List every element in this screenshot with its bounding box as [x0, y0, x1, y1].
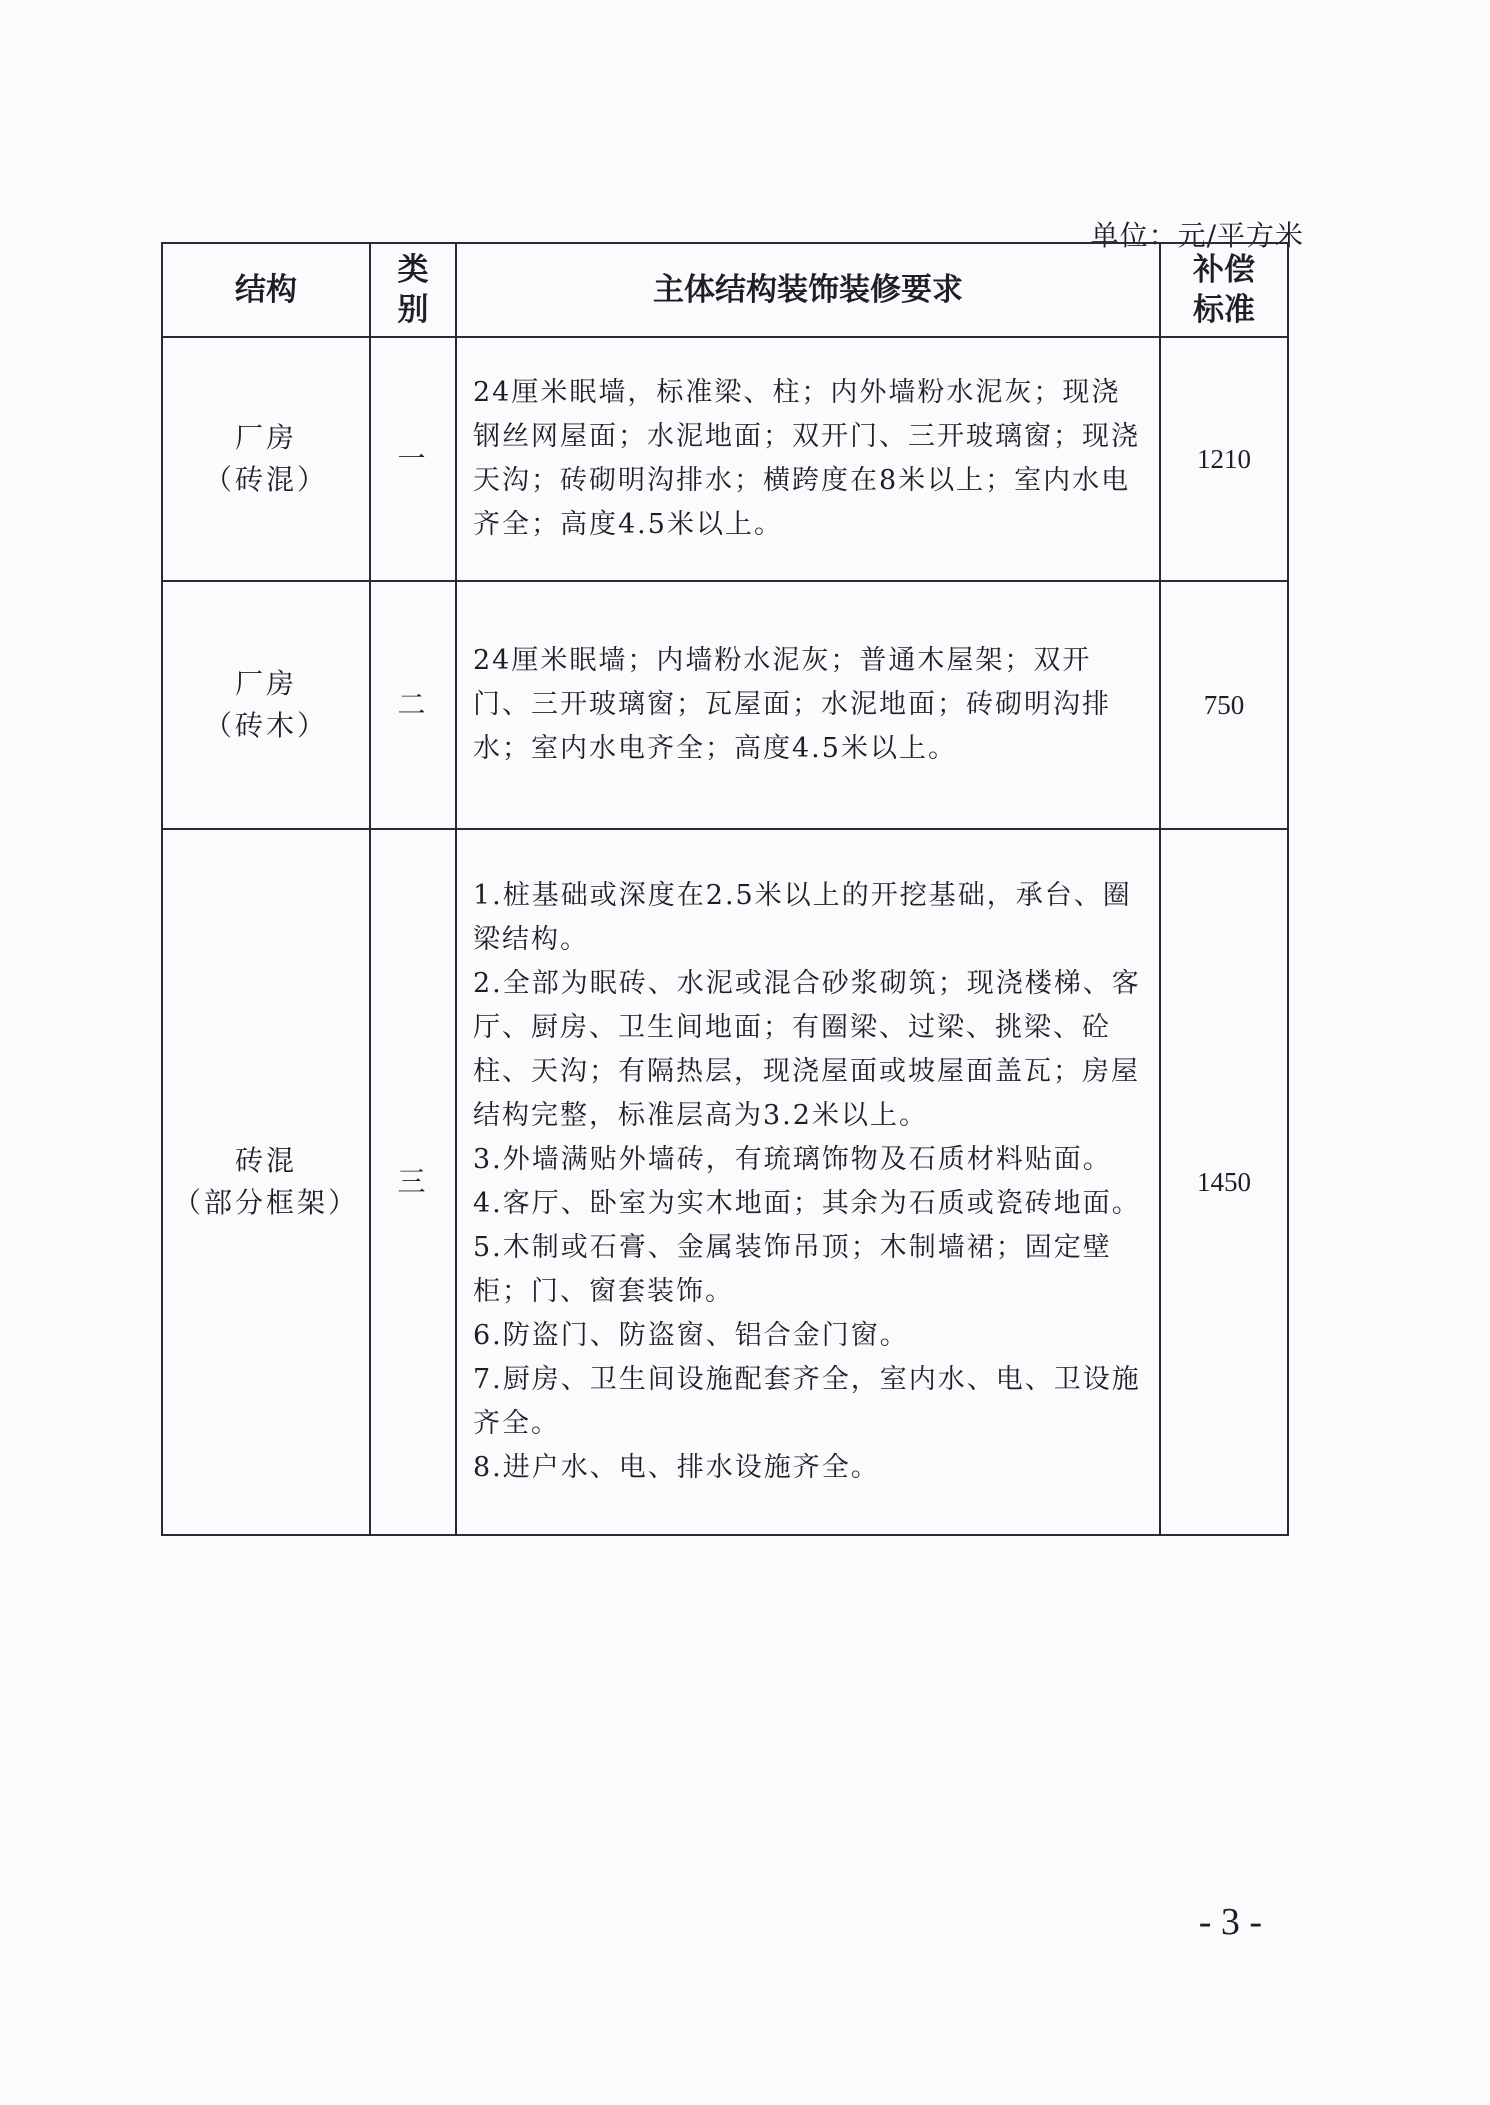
- structure-type: （部分框架）: [172, 1186, 359, 1219]
- category-cell: 二: [370, 581, 456, 829]
- requirement-text: 24厘米眠墙；内墙粉水泥灰；普通木屋架；双开门、三开玻璃窗；瓦屋面；水泥地面；砖砌明沟排水；室内水电齐全；高度4.5米以上。: [473, 645, 1111, 764]
- requirement-item-4: 4.客厅、卧室为实木地面；其余为石质或瓷砖地面。: [473, 1188, 1141, 1219]
- table-header-row: [162, 243, 1288, 337]
- requirement-item-6: 6.防盗门、防盗窗、铝合金门窗。: [473, 1320, 909, 1351]
- structure-cell: [162, 337, 370, 581]
- header-structure: 结构: [162, 243, 370, 337]
- table-row: [162, 581, 1288, 829]
- requirement-item-7: 7.厨房、卫生间设施配套齐全，室内水、电、卫设施齐全。: [473, 1364, 1141, 1439]
- header-standard: 补偿标准: [1160, 243, 1288, 337]
- requirements-cell: [456, 581, 1160, 829]
- requirement-text: 24厘米眠墙，标准梁、柱；内外墙粉水泥灰；现浇钢丝网屋面；水泥地面；双开门、三开玻璃窗；现浇天沟；砖砌明沟排水；横跨度在8米以上；室内水电齐全；高度4.5米以上。: [473, 377, 1140, 540]
- structure-cell: [162, 581, 370, 829]
- category-cell: 三: [370, 829, 456, 1535]
- table-row: [162, 829, 1288, 1535]
- requirement-item-8: 8.进户水、电、排水设施齐全。: [473, 1452, 880, 1483]
- header-requirements: 主体结构装饰装修要求: [456, 243, 1160, 337]
- structure-type: （砖混）: [203, 463, 328, 496]
- requirement-item-3: 3.外墙满贴外墙砖，有琉璃饰物及石质材料贴面。: [473, 1144, 1112, 1175]
- structure-cell: [162, 829, 370, 1535]
- standard-cell: 1450: [1160, 829, 1288, 1535]
- requirement-item-1: 1.桩基础或深度在2.5米以上的开挖基础，承台、圈梁结构。: [473, 880, 1132, 955]
- requirements-cell: [456, 829, 1160, 1535]
- structure-name: 砖混: [234, 1144, 297, 1177]
- structure-name: 厂房: [234, 667, 297, 700]
- table-row: [162, 337, 1288, 581]
- unit-label: 单位：元/平方米: [1090, 219, 1304, 252]
- requirement-item-2: 2.全部为眠砖、水泥或混合砂浆砌筑；现浇楼梯、客厅、厨房、卫生间地面；有圈梁、过梁、挑梁、砼柱、天沟；有隔热层，现浇屋面或坡屋面盖瓦；房屋结构完整，标准层高为3.2米以上。: [473, 968, 1141, 1131]
- standard-cell: 1210: [1160, 337, 1288, 581]
- page-number: - 3 -: [1198, 1901, 1262, 1943]
- standard-cell: 750: [1160, 581, 1288, 829]
- requirements-cell: [456, 337, 1160, 581]
- header-category: 类别: [370, 243, 456, 337]
- compensation-table: [161, 242, 1287, 1536]
- requirement-item-5: 5.木制或石膏、金属装饰吊顶；木制墙裙；固定壁柜；门、窗套装饰。: [473, 1232, 1112, 1307]
- category-cell: 一: [370, 337, 456, 581]
- structure-type: （砖木）: [203, 709, 328, 742]
- structure-name: 厂房: [234, 421, 297, 454]
